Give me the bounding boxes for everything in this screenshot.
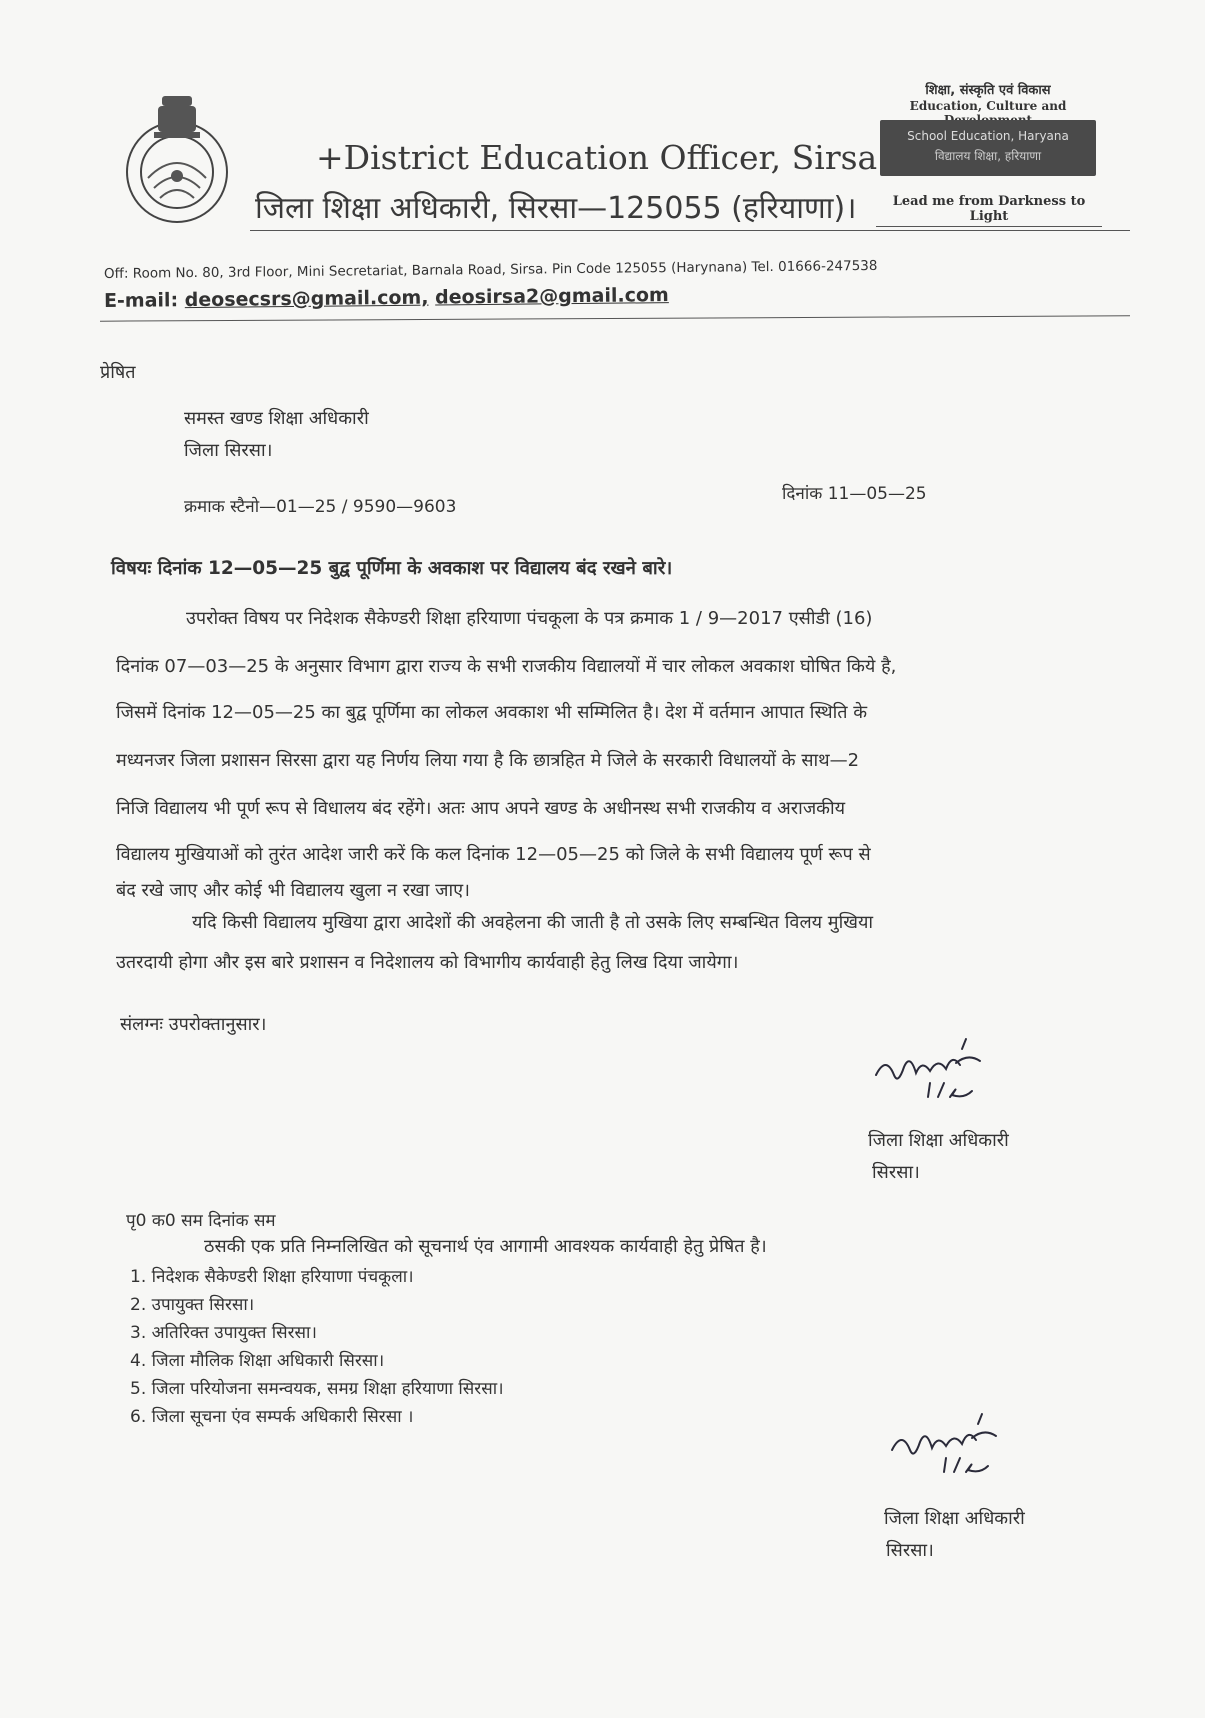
body-line-5: निजि विद्यालय भी पूर्ण रूप से विधालय बंद रहेंगे। अतः आप अपने खण्ड के अधीनस्थ सभी राजकीय व अराजकीय: [116, 798, 846, 819]
endorsement-intro: ठसकी एक प्रति निम्नलिखित को सूचनार्थ एंव आगामी आवश्यक कार्यवाही हेतु प्रेषित है।: [204, 1236, 767, 1257]
recipient-line-1: समस्त खण्ड शिक्षा अधिकारी: [184, 408, 369, 429]
signature-icon: [868, 1035, 1018, 1115]
body-line-1: उपरोक्त विषय पर निदेशक सैकेण्डरी शिक्षा हरियाणा पंचकूला के पत्र क्रमाक 1 / 9—2017 एसीडी (16): [186, 608, 873, 629]
logo-motto-english: Education, Culture and: [909, 99, 1067, 113]
recipient-item-5: 5. जिला परियोजना समन्वयक, समग्र शिक्षा हरियाणा सिरसा।: [130, 1379, 504, 1399]
body-line-6: विद्यालय मुखियाओं को तुरंत आदेश जारी करें कि कल दिनांक 12—05—25 को जिले के सभी विद्यालय पूर्ण रूप से: [116, 844, 871, 865]
subject-line: विषयः दिनांक 12—05—25 बुद्व पूर्णिमा के अवकाश पर विद्यालय बंद रखने बारे।: [111, 558, 673, 579]
logo-band-line1: School Education, Haryana: [907, 129, 1069, 143]
logo-band: [880, 120, 1096, 176]
body-line-7: बंद रखे जाए और कोई भी विद्यालय खुला न रखा जाए।: [116, 880, 470, 901]
department-logo: [872, 80, 1104, 224]
recipient-item-6: 6. जिला सूचना एंव सम्पर्क अधिकारी सिरसा ।: [130, 1407, 414, 1427]
signature-icon: [884, 1410, 1034, 1490]
address-rule: [100, 315, 1130, 321]
signatory-place-2: सिरसा।: [886, 1540, 934, 1561]
body-line-9: उतरदायी होगा और इस बारे प्रशासन व निदेशालय को विभागीय कार्यवाही हेतु लिख दिया जायेगा।: [116, 952, 739, 973]
preshit-label: प्रेषित: [100, 362, 136, 383]
recipient-line-2: जिला सिरसा।: [184, 440, 273, 461]
signatory-place-1: सिरसा।: [872, 1162, 920, 1183]
office-title-hindi: जिला शिक्षा अधिकारी, सिरसा—125055 (हरियाणा)।: [255, 191, 857, 226]
signatory-title-2: जिला शिक्षा अधिकारी: [884, 1508, 1025, 1529]
email-link-2[interactable]: deosirsa2@gmail.com: [435, 284, 669, 309]
email-line: [104, 284, 669, 312]
logo-band-line2: विद्यालय शिक्षा, हरियाणा: [934, 149, 1042, 163]
recipient-item-2: 2. उपायुक्त सिरसा।: [130, 1295, 255, 1315]
body-line-2: दिनांक 07—03—25 के अनुसार विभाग द्वारा राज्य के सभी राजकीय विद्यालयों में चार लोकल अवकाश घोषित किये है,: [116, 656, 897, 677]
recipient-item-1: 1. निदेशक सैकेण्डरी शिक्षा हरियाणा पंचकूला।: [130, 1267, 414, 1287]
logo-motto-hindi: शिक्षा, संस्कृति एवं विकास: [925, 83, 1051, 98]
body-line-3: जिसमें दिनांक 12—05—25 का बुद्व पूर्णिमा का लोकल अवकाश भी सम्मिलित है। देश में वर्तमान आपात स्थिति के: [116, 702, 868, 723]
office-address: Off: Room No. 80, 3rd Floor, Mini Secretariat, Barnala Road, Sirsa. Pin Code 125055 (Harynana) Tel. 01666-247538: [103, 257, 878, 282]
email-link-1[interactable]: deosecsrs@gmail.com,: [184, 286, 429, 312]
body-line-8: यदि किसी विद्यालय मुखिया द्वारा आदेशों की अवहेलना की जाती है तो उसके लिए सम्बन्धित विलय मुखिया: [192, 912, 874, 933]
haryana-emblem-icon: [118, 88, 236, 228]
body-line-4: मध्यनजर जिला प्रशासन सिरसा द्वारा यह निर्णय लिया गया है कि छात्रहित मे जिले के सरकारी विधालयों के साथ—2: [116, 750, 860, 771]
reference-number: क्रमाक स्टैनो—01—25 / 9590—9603: [184, 497, 457, 517]
letter-date: दिनांक 11—05—25: [782, 484, 927, 504]
office-title-english: +District Education Officer, Sirsa: [316, 138, 878, 177]
endorsement-reference: पृ0 क0 सम दिनांक सम: [126, 1211, 276, 1231]
email-label: E-mail:: [103, 289, 179, 312]
recipient-item-4: 4. जिला मौलिक शिक्षा अधिकारी सिरसा।: [130, 1351, 385, 1371]
recipient-item-3: 3. अतिरिक्त उपायुक्त सिरसा।: [130, 1323, 317, 1343]
logo-tagline: Lead me from Darkness to Light: [876, 194, 1102, 227]
header-rule: [250, 230, 1130, 231]
enclosure-note: संलग्नः उपरोक्तानुसार।: [120, 1014, 267, 1035]
signatory-title-1: जिला शिक्षा अधिकारी: [868, 1130, 1009, 1151]
